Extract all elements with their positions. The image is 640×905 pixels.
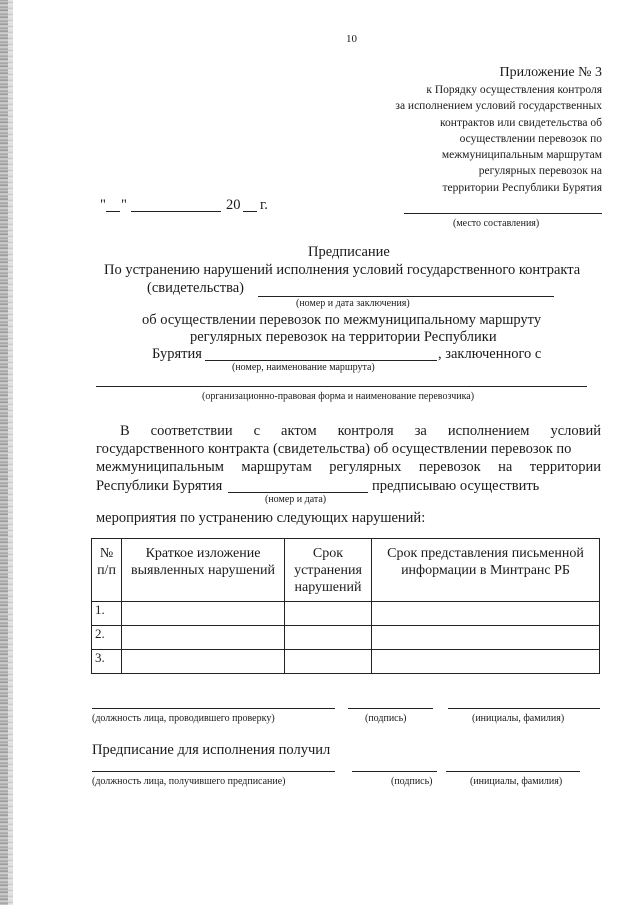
year-field[interactable] — [243, 211, 257, 212]
inspector-name-field[interactable] — [448, 708, 600, 709]
report-deadline-cell[interactable] — [372, 650, 600, 674]
body-line-5: мероприятия по устранению следующих нарушений: — [96, 510, 426, 526]
appendix-line: контрактов или свидетельства об — [440, 116, 602, 129]
header-number: № п/п — [92, 539, 122, 602]
recipient-signature-caption: (подпись) — [391, 776, 433, 787]
header-report-deadline: Срок представления письменной информации в Минтранс РБ — [372, 539, 600, 602]
recipient-signature-field[interactable] — [352, 771, 437, 772]
heading-line-2: (свидетельства) — [147, 280, 244, 296]
header-violation: Краткое изложение выявленных нарушений — [122, 539, 285, 602]
carrier-field[interactable] — [96, 386, 587, 387]
act-number-field[interactable] — [228, 492, 368, 493]
inspector-position-field[interactable] — [92, 708, 335, 709]
day-field[interactable] — [106, 211, 120, 212]
heading-line-5-end: , заключенного с — [438, 346, 542, 362]
body-line-2: государственного контракта (свидетельства) об осуществлении перевозок по — [96, 441, 572, 457]
row-number: 3. — [92, 650, 122, 674]
act-number-caption: (номер и дата) — [265, 494, 327, 505]
appendix-line: территории Республики Бурятия — [442, 181, 602, 194]
scan-edge — [0, 0, 8, 905]
appendix-reference — [395, 82, 602, 196]
body-line-4-start: Республики Бурятия — [96, 478, 223, 494]
appendix-line: за исполнением условий государственных — [395, 100, 602, 113]
inspector-signature-caption: (подпись) — [365, 713, 407, 724]
year-suffix: г. — [260, 197, 268, 213]
violations-table — [91, 538, 600, 674]
carrier-caption: (организационно-правовая форма и наименование перевозчика) — [202, 391, 475, 402]
recipient-name-caption: (инициалы, фамилия) — [470, 776, 563, 787]
date-quote-open: " — [100, 197, 106, 213]
contract-caption: (номер и дата заключения) — [296, 298, 410, 309]
appendix-line: к Порядку осуществления контроля — [426, 84, 602, 96]
place-field[interactable] — [404, 213, 602, 214]
table-row — [92, 650, 600, 674]
inspector-position-caption: (должность лица, проводившего проверку) — [92, 713, 275, 724]
body-line-4-end: предписываю осуществить — [372, 478, 540, 494]
violation-cell[interactable] — [122, 650, 285, 674]
recipient-position-field[interactable] — [92, 771, 335, 772]
table-header-row — [92, 539, 600, 602]
route-field[interactable] — [205, 360, 437, 361]
report-deadline-cell[interactable] — [372, 602, 600, 626]
inspector-name-caption: (инициалы, фамилия) — [472, 713, 565, 724]
heading-line-1: По устранению нарушений исполнения условий государственного контракта — [104, 262, 581, 278]
route-caption: (номер, наименование маршрута) — [232, 362, 375, 373]
received-label: Предписание для исполнения получил — [92, 742, 331, 758]
body-line-1: В соответствии с актом контроля за исполнением условий — [120, 423, 601, 439]
violation-cell[interactable] — [122, 602, 285, 626]
deadline-cell[interactable] — [285, 626, 372, 650]
row-number: 2. — [92, 626, 122, 650]
table-row — [92, 602, 600, 626]
violation-cell[interactable] — [122, 626, 285, 650]
month-field[interactable] — [131, 211, 221, 212]
appendix-line: межмуниципальным маршрутам — [441, 149, 602, 162]
body-line-3: межмуниципальным маршрутам регулярных перевозок на территории — [96, 459, 601, 475]
heading-line-5-start: Бурятия — [152, 346, 202, 362]
appendix-line: регулярных перевозок на — [478, 165, 602, 178]
header-deadline: Срок устранения нарушений — [285, 539, 372, 602]
row-number: 1. — [92, 602, 122, 626]
heading-line-4: регулярных перевозок на территории Республики — [190, 329, 497, 345]
appendix-line: осуществлении перевозок по — [459, 132, 602, 145]
deadline-cell[interactable] — [285, 602, 372, 626]
document-title: Предписание — [308, 244, 390, 260]
heading-line-3: об осуществлении перевозок по межмуниципальному маршруту — [142, 312, 542, 328]
date-quote-close: " — [121, 197, 127, 213]
appendix-title: Приложение № 3 — [499, 65, 602, 80]
place-caption: (место составления) — [453, 218, 540, 229]
scan-edge-shadow — [8, 0, 13, 905]
year-prefix: 20 — [226, 197, 241, 213]
page-number: 10 — [346, 33, 357, 45]
report-deadline-cell[interactable] — [372, 626, 600, 650]
deadline-cell[interactable] — [285, 650, 372, 674]
contract-field[interactable] — [258, 296, 554, 297]
inspector-signature-field[interactable] — [348, 708, 433, 709]
recipient-position-caption: (должность лица, получившего предписание) — [92, 776, 286, 787]
table-row — [92, 626, 600, 650]
recipient-name-field[interactable] — [446, 771, 580, 772]
